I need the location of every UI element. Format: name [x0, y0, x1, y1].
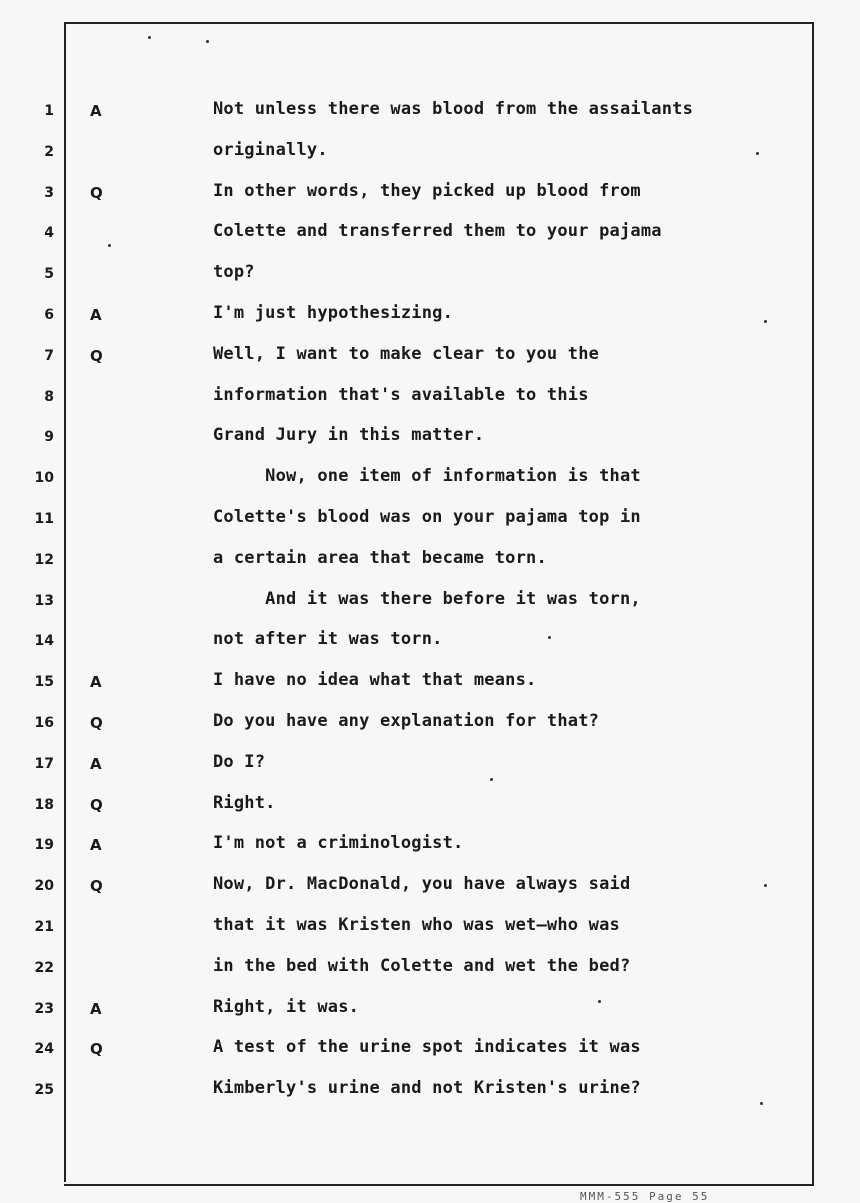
transcript-line: [0, 870, 860, 900]
line-number: 1: [44, 103, 54, 119]
line-text: A test of the urine spot indicates it was: [213, 1037, 641, 1057]
transcript-line: [0, 911, 860, 941]
line-text: Well, I want to make clear to you the: [213, 344, 600, 364]
transcript-line: [0, 503, 860, 533]
line-text: Now, one item of information is that: [213, 466, 641, 486]
line-text: Right.: [213, 793, 276, 813]
scan-speck: [598, 1000, 601, 1003]
speaker-label: A: [90, 1000, 102, 1018]
line-number: 5: [44, 266, 54, 282]
line-number: 20: [34, 878, 54, 894]
line-text: I'm not a criminologist.: [213, 833, 464, 853]
speaker-label: A: [90, 755, 102, 773]
line-text: originally.: [213, 140, 328, 160]
line-number: 4: [44, 225, 54, 241]
speaker-label: A: [90, 306, 102, 324]
transcript-line: [0, 177, 860, 207]
speaker-label: Q: [90, 714, 103, 732]
speaker-label: Q: [90, 184, 103, 202]
line-text: information that's available to this: [213, 385, 589, 405]
transcript-line: [0, 95, 860, 125]
transcript-line: [0, 136, 860, 166]
line-text: Do I?: [213, 752, 266, 772]
transcript-line: [0, 993, 860, 1023]
line-number: 9: [44, 429, 54, 445]
speaker-label: A: [90, 102, 102, 120]
line-text: Right, it was.: [213, 997, 360, 1017]
line-number: 12: [34, 552, 54, 568]
line-number: 18: [34, 797, 54, 813]
transcript-line: [0, 544, 860, 574]
line-text: And it was there before it was torn,: [213, 589, 641, 609]
line-text: not after it was torn.: [213, 629, 443, 649]
transcript-line: [0, 707, 860, 737]
scan-speck: [764, 320, 767, 323]
scan-speck: [764, 884, 767, 887]
line-number: 25: [34, 1082, 54, 1098]
speaker-label: Q: [90, 1040, 103, 1058]
line-number: 8: [44, 389, 54, 405]
line-number: 7: [44, 348, 54, 364]
scan-speck: [760, 1102, 763, 1105]
transcript-line: [0, 952, 860, 982]
line-text: in the bed with Colette and wet the bed?: [213, 956, 631, 976]
transcript-line: [0, 462, 860, 492]
speaker-label: Q: [90, 796, 103, 814]
transcript-line: [0, 381, 860, 411]
line-text: Colette's blood was on your pajama top in: [213, 507, 641, 527]
scan-speck: [206, 40, 209, 43]
transcript-line: [0, 585, 860, 615]
line-number: 24: [34, 1041, 54, 1057]
line-number: 11: [34, 511, 54, 527]
line-number: 21: [34, 919, 54, 935]
line-number: 14: [34, 633, 54, 649]
line-text: Not unless there was blood from the assailants: [213, 99, 694, 119]
line-text: Grand Jury in this matter.: [213, 425, 485, 445]
line-number: 19: [34, 837, 54, 853]
line-text: Kimberly's urine and not Kristen's urine?: [213, 1078, 641, 1098]
transcript-line: [0, 217, 860, 247]
transcript-line: [0, 299, 860, 329]
line-number: 2: [44, 144, 54, 160]
line-number: 3: [44, 185, 54, 201]
transcript-line: [0, 625, 860, 655]
transcript-line: [0, 258, 860, 288]
scan-speck: [756, 152, 759, 155]
transcript-line: [0, 829, 860, 859]
line-text: Now, Dr. MacDonald, you have always said: [213, 874, 631, 894]
line-text: Do you have any explanation for that?: [213, 711, 600, 731]
line-text: I'm just hypothesizing.: [213, 303, 454, 323]
scan-speck: [490, 778, 493, 781]
line-text: In other words, they picked up blood from: [213, 181, 641, 201]
transcript-line: [0, 340, 860, 370]
line-number: 17: [34, 756, 54, 772]
transcript-line: [0, 1074, 860, 1104]
line-number: 13: [34, 593, 54, 609]
scan-speck: [548, 636, 551, 639]
speaker-label: A: [90, 673, 102, 691]
transcript-line: [0, 421, 860, 451]
line-number: 15: [34, 674, 54, 690]
transcript-line: [0, 748, 860, 778]
line-text: that it was Kristen who was wet—who was: [213, 915, 620, 935]
line-number: 10: [34, 470, 54, 486]
transcript-line: [0, 666, 860, 696]
line-number: 22: [34, 960, 54, 976]
line-number: 6: [44, 307, 54, 323]
line-text: a certain area that became torn.: [213, 548, 547, 568]
transcript-line: [0, 1033, 860, 1063]
line-text: Colette and transferred them to your pajama: [213, 221, 662, 241]
speaker-label: A: [90, 836, 102, 854]
line-number: 23: [34, 1001, 54, 1017]
line-text: I have no idea what that means.: [213, 670, 537, 690]
line-text: top?: [213, 262, 255, 282]
transcript-line: [0, 789, 860, 819]
line-number: 16: [34, 715, 54, 731]
page-footer: MMM-555 Page 55: [580, 1190, 710, 1203]
speaker-label: Q: [90, 347, 103, 365]
scan-speck: [108, 244, 111, 247]
scan-speck: [148, 36, 151, 39]
speaker-label: Q: [90, 877, 103, 895]
